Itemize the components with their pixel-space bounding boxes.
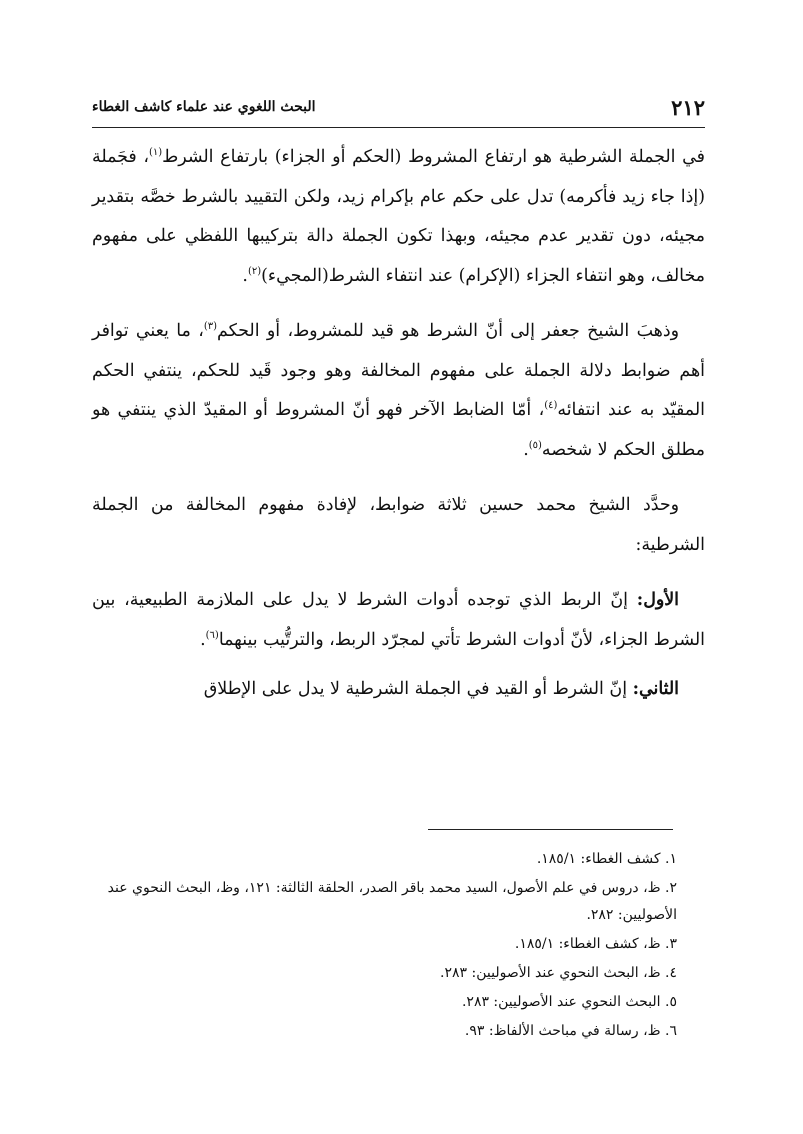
- paragraph-2-text-d: .: [523, 439, 529, 460]
- paragraph-2: [92, 312, 705, 470]
- header-divider: [92, 127, 705, 128]
- footnote-separator: [428, 829, 673, 830]
- footnote-3: ٣. ظ، كشف الغطاء: ١٨٥/١.: [514, 936, 677, 952]
- page-number: ٢١٢: [671, 94, 705, 120]
- footnote-4: ٤. ظ، البحث النحوي عند الأصوليين: ٢٨٣.: [440, 965, 677, 981]
- point-one-label: الأول:: [636, 590, 679, 610]
- footnote-2: ٢. ظ، دروس في علم الأصول، السيد محمد باقر الصدر، الحلقة الثالثة: ١٢١، وظ، البحث النحوي عند الأصوليين: ٢٨٢.: [107, 880, 677, 923]
- paragraph-5-text: إنّ الشرط أو القيد في الجملة الشرطية لا يدل على الإطلاق: [203, 679, 633, 699]
- running-title: البحث اللغوي عند علماء كاشف الغطاء: [92, 99, 316, 115]
- footnote-ref-6[interactable]: (٦): [205, 629, 219, 641]
- paragraph-2-text-b: ، ما يعني توافر أهم ضوابط دلالة الجملة على مفهوم المخالفة وهو وجود قَيد للحكم، ينتفي الحكم المقيّد به عند انتفائه: [92, 321, 705, 420]
- point-two-label: الثاني:: [632, 679, 679, 699]
- footnote-ref-1[interactable]: (١): [148, 147, 163, 159]
- paragraph-1-text-c: .: [242, 265, 248, 286]
- paragraph-2-text-a: وذهبَ الشيخ جعفر إلى أنّ الشرط هو قيد للمشروط، أو الحكم: [217, 321, 679, 341]
- footnote-6: ٦. ظ، رسالة في مباحث الألفاظ: ٩٣.: [464, 1023, 677, 1039]
- footnote-ref-3[interactable]: (٣): [203, 321, 217, 333]
- footnote-1: ١. كشف الغطاء: ١٨٥/١.: [536, 851, 677, 867]
- paragraph-2-text-c: ، أمّا الضابط الآخر فهو أنّ المشروط أو المقيدّ الذي ينتفي هو مطلق الحكم لا شخصه: [92, 400, 705, 460]
- footnote-5: ٥. البحث النحوي عند الأصوليين: ٢٨٣.: [461, 994, 677, 1010]
- running-header: [92, 92, 705, 122]
- paragraph-1-text-a: في الجملة الشرطية هو ارتفاع المشروط (الحكم أو الجزاء) بارتفاع الشرط: [162, 147, 705, 167]
- paragraph-4-text-b: .: [200, 629, 206, 650]
- paragraph-1-text-b: ، فجَملة (إذا جاء زيد فأكرمه) تدل على حكم عام بإكرام زيد، ولكن التقييد بالشرط خصَّه بتقدير مجيئه، دون تقدير عدم مجيئه، وبهذا تكون الجملة دالة بتركيبها اللفظي على مفهوم مخالف، وهو انتفاء الجزاء (الإكرام) عند انتفاء الشرط(المجيء): [92, 147, 705, 286]
- footnote-ref-5[interactable]: (٥): [528, 439, 542, 451]
- footnote-ref-4[interactable]: (٤): [544, 400, 558, 412]
- paragraph-4: [92, 581, 705, 660]
- paragraph-4-text-a: إنّ الربط الذي توجده أدوات الشرط لا يدل على الملازمة الطبيعية، بين الشرط الجزاء، لأنّ أدوات الشرط تأتي لمجرّد الربط، والترتُّيب بينهما: [92, 590, 705, 650]
- footnotes: [92, 846, 677, 1047]
- main-text: [92, 138, 705, 710]
- paragraph-3: وحدَّد الشيخ محمد حسين ثلاثة ضوابط، لإفادة مفهوم المخالفة من الجملة الشرطية:: [92, 495, 705, 555]
- paragraph-1: [92, 138, 705, 296]
- footnote-ref-2[interactable]: (٢): [247, 265, 262, 277]
- paragraph-5: [92, 670, 705, 710]
